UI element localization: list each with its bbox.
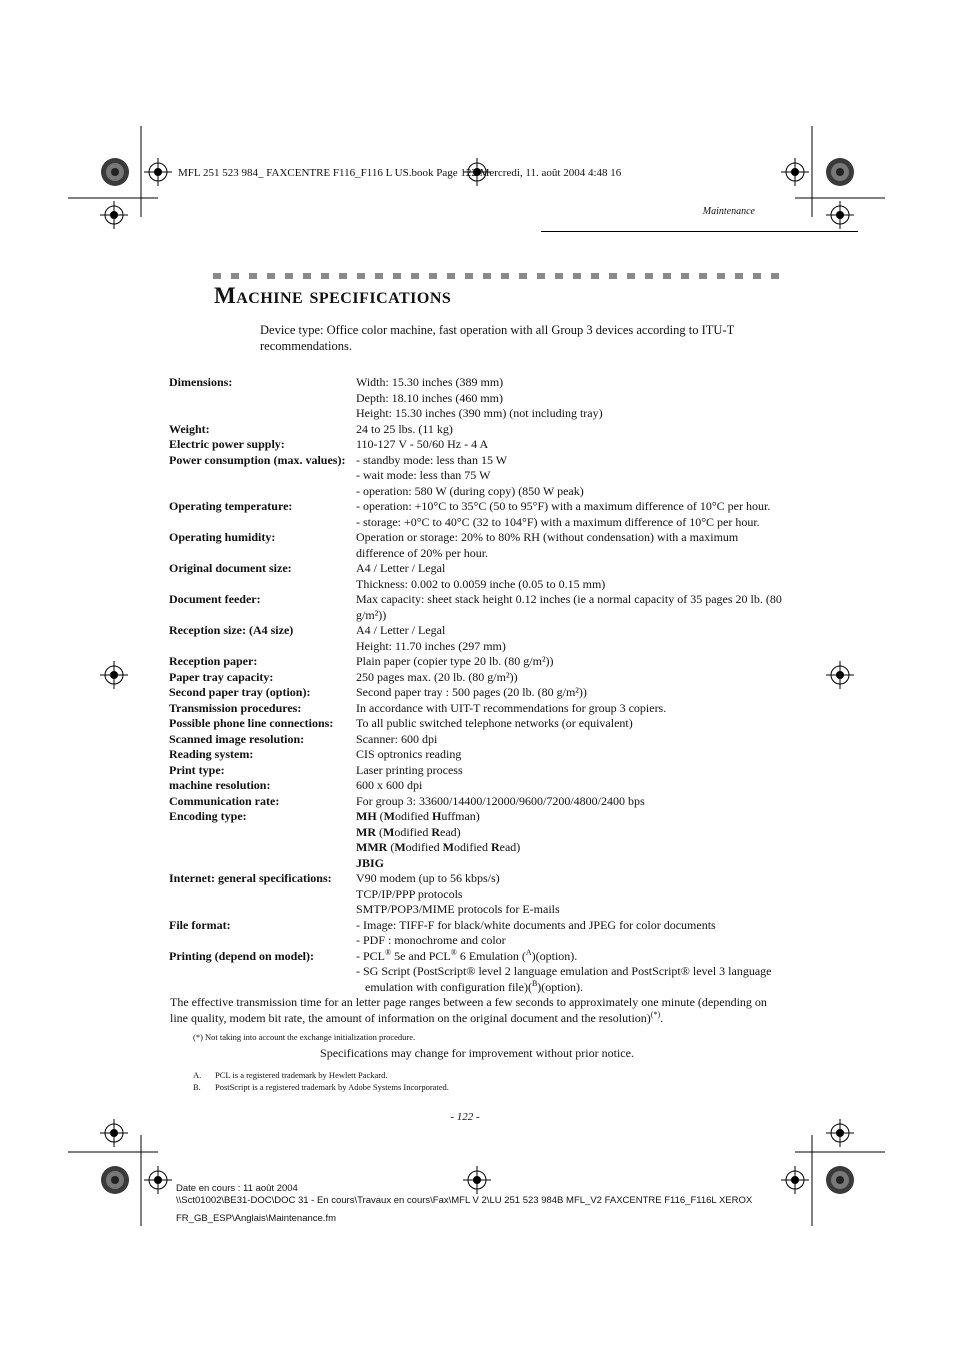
encoding-mh: MH (Modified Huffman) <box>356 809 480 823</box>
spec-label: Original document size: <box>169 561 292 575</box>
spec-label: Paper tray capacity: <box>169 669 274 684</box>
spec-values <box>356 422 786 438</box>
spec-values <box>356 530 786 561</box>
spec-label: Transmission procedures: <box>169 700 302 715</box>
spec-values <box>356 592 786 623</box>
spec-value: 110-127 V - 50/60 Hz - 4 A <box>356 437 489 451</box>
page-title: Machine specifications <box>214 283 452 308</box>
spec-value: - operation: +10°C to 35°C (50 to 95°F) with a maximum difference of 10°C per hour. <box>356 499 771 513</box>
disclaimer: Specifications may change for improvement without prior notice. <box>320 1046 634 1060</box>
spec-label: Power consumption (max. values): <box>169 452 346 467</box>
spec-value: Laser printing process <box>356 762 463 777</box>
footer-file: FR_GB_ESP\Anglais\Maintenance.fm <box>176 1213 336 1224</box>
spec-label: File format: <box>169 917 231 932</box>
spec-value: Depth: 18.10 inches (460 mm) <box>356 390 503 405</box>
spec-value: For group 3: 33600/14400/12000/9600/7200/4800/2400 bps <box>356 793 645 808</box>
spec-label: Operating humidity: <box>169 530 276 544</box>
spec-row <box>169 747 789 763</box>
spec-row-printing <box>169 949 789 996</box>
spec-value: TCP/IP/PPP protocols <box>356 886 463 901</box>
spec-table <box>169 375 789 995</box>
spec-value: A4 / Letter / Legal <box>356 561 446 575</box>
spec-label: Printing (depend on model): <box>169 948 315 963</box>
spec-label: Encoding type: <box>169 809 247 823</box>
spec-values <box>356 732 786 748</box>
page-number: - 122 - <box>450 1111 480 1123</box>
spec-value: Second paper tray : 500 pages (20 lb. (80 g/m²)) <box>356 685 587 699</box>
spec-value: - storage: +0°C to 40°C (32 to 104°F) with a maximum difference of 10°C per hour. <box>356 514 760 529</box>
spec-value: Thickness: 0.002 to 0.0059 inche (0.05 to 0.15 mm) <box>356 576 606 591</box>
spec-values <box>356 778 786 794</box>
spec-values <box>356 623 786 654</box>
spec-values <box>356 747 786 763</box>
spec-label: Weight: <box>169 421 210 436</box>
spec-value: SMTP/POP3/MIME protocols for E-mails <box>356 902 560 916</box>
spec-value: Operation or storage: 20% to 80% RH (without condensation) with a maximum difference of 20% per hour. <box>356 530 739 560</box>
spec-value: Plain paper (copier type 20 lb. (80 g/m²)) <box>356 654 554 668</box>
spec-values <box>356 437 786 453</box>
spec-label: Print type: <box>169 762 225 777</box>
running-head: Maintenance <box>702 206 755 217</box>
spec-values <box>356 654 786 670</box>
spec-value: Height: 11.70 inches (297 mm) <box>356 638 506 653</box>
footer-date: Date en cours : 11 août 2004 <box>176 1183 298 1194</box>
spec-row <box>169 499 789 530</box>
spec-value: Scanner: 600 dpi <box>356 731 438 746</box>
spec-label: Scanned image resolution: <box>169 731 305 746</box>
spec-values <box>356 670 786 686</box>
spec-label: Operating temperature: <box>169 499 293 513</box>
spec-rows-group-2 <box>169 871 789 949</box>
spec-value: Max capacity: sheet stack height 0.12 inches (ie a normal capacity of 35 pages 20 lb. (80 g/m²)) <box>356 592 782 622</box>
spec-row <box>169 778 789 794</box>
spec-value: Width: 15.30 inches (389 mm) <box>356 375 504 389</box>
spec-row <box>169 685 789 701</box>
encoding-jbig: JBIG <box>356 855 385 870</box>
encoding-mmr: MMR (Modified Modified Read) <box>356 840 521 854</box>
spec-row <box>169 654 789 670</box>
spec-label: machine resolution: <box>169 778 271 792</box>
spec-label: Document feeder: <box>169 592 261 606</box>
printing-pcl: - PCL® 5e and PCL® 6 Emulation ($^A$)(option). <box>356 947 578 963</box>
spec-values <box>356 685 786 701</box>
spec-row <box>169 918 789 949</box>
spec-row <box>169 453 789 500</box>
footer-path: \\Sct01002\BE31-DOC\DOC 31 - En cours\Travaux en cours\Fax\MFL V 2\LU 251 523 984B MFL_V2 FAXCENTRE F116_F116L XEROX <box>176 1195 753 1206</box>
spec-values <box>356 794 786 810</box>
spec-row <box>169 794 789 810</box>
spec-value: 250 pages max. (20 lb. (80 g/m²)) <box>356 669 518 684</box>
spec-row-encoding <box>169 809 789 871</box>
spec-row <box>169 422 789 438</box>
spec-value: CIS optronics reading <box>356 747 462 761</box>
spec-row <box>169 670 789 686</box>
spec-rows-group-1 <box>169 375 789 809</box>
spec-row <box>169 701 789 717</box>
spec-values <box>356 763 786 779</box>
print-header: MFL 251 523 984_ FAXCENTRE F116_F116 L US.book Page 122 Mercredi, 11. août 2004 4:48 16 <box>178 167 622 179</box>
printing-sg-script: - SG Script (PostScript® level 2 language emulation and PostScript® level 3 language emulation with configuration file)($^B$)(option). <box>356 964 772 994</box>
spec-row <box>169 763 789 779</box>
spec-label: Electric power supply: <box>169 437 285 451</box>
spec-row <box>169 437 789 453</box>
spec-label: Second paper tray (option): <box>169 685 311 699</box>
spec-row <box>169 732 789 748</box>
spec-value: - wait mode: less than 75 W <box>356 468 491 482</box>
spec-values <box>356 918 786 949</box>
spec-value: 600 x 600 dpi <box>356 778 423 792</box>
spec-values <box>356 453 786 500</box>
spec-row <box>169 530 789 561</box>
spec-value: 24 to 25 lbs. (11 kg) <box>356 421 453 436</box>
header-rule <box>541 231 858 232</box>
intro-paragraph: Device type: Office color machine, fast operation with all Group 3 devices according to ITU-T recommendations. <box>260 323 735 353</box>
spec-value: - operation: 580 W (during copy) (850 W peak) <box>356 483 584 498</box>
spec-row <box>169 375 789 422</box>
spec-value: - Image: TIFF-F for black/white documents and JPEG for color documents <box>356 917 716 932</box>
spec-values <box>356 375 786 422</box>
encoding-mr: MR (Modified Read) <box>356 824 461 839</box>
spec-value: - standby mode: less than 15 W <box>356 452 508 467</box>
spec-label: Reception size: (A4 size) <box>169 623 294 637</box>
spec-value: Height: 15.30 inches (390 mm) (not including tray) <box>356 406 603 420</box>
transmission-time-note: The effective transmission time for an letter page ranges between a few seconds to approximately one minute (depending on line quality, modem bit rate, the amount of information on the original document and the resolution)(*). <box>170 995 767 1025</box>
spec-row <box>169 592 789 623</box>
spec-row <box>169 561 789 592</box>
spec-values <box>356 949 786 996</box>
spec-values <box>356 561 786 592</box>
spec-value: In accordance with UIT-T recommendations for group 3 copiers. <box>356 700 667 715</box>
footnote-b: B. PostScript is a registered trademark by Adobe Systems Incorporated. <box>193 1082 449 1092</box>
spec-row <box>169 623 789 654</box>
spec-values <box>356 716 786 732</box>
dashed-title-bar <box>213 273 783 279</box>
spec-values <box>356 499 786 530</box>
asterisk-note: (*) Not taking into account the exchange initialization procedure. <box>193 1032 416 1042</box>
spec-value: To all public switched telephone networks (or equivalent) <box>356 716 633 730</box>
spec-label: Communication rate: <box>169 793 280 808</box>
spec-values <box>356 871 786 918</box>
spec-label: Dimensions: <box>169 375 233 389</box>
spec-values <box>356 809 786 871</box>
spec-row <box>169 716 789 732</box>
spec-value: V90 modem (up to 56 kbps/s) <box>356 871 500 885</box>
spec-label: Reading system: <box>169 747 254 761</box>
spec-row <box>169 871 789 918</box>
spec-value: - PDF : monochrome and color <box>356 933 506 947</box>
spec-label: Possible phone line connections: <box>169 716 334 730</box>
spec-value: A4 / Letter / Legal <box>356 623 446 637</box>
spec-values <box>356 701 786 717</box>
spec-label: Reception paper: <box>169 654 258 668</box>
footnote-a: A. PCL is a registered trademark by Hewlett Packard. <box>193 1070 388 1080</box>
spec-label: Internet: general specifications: <box>169 871 332 885</box>
